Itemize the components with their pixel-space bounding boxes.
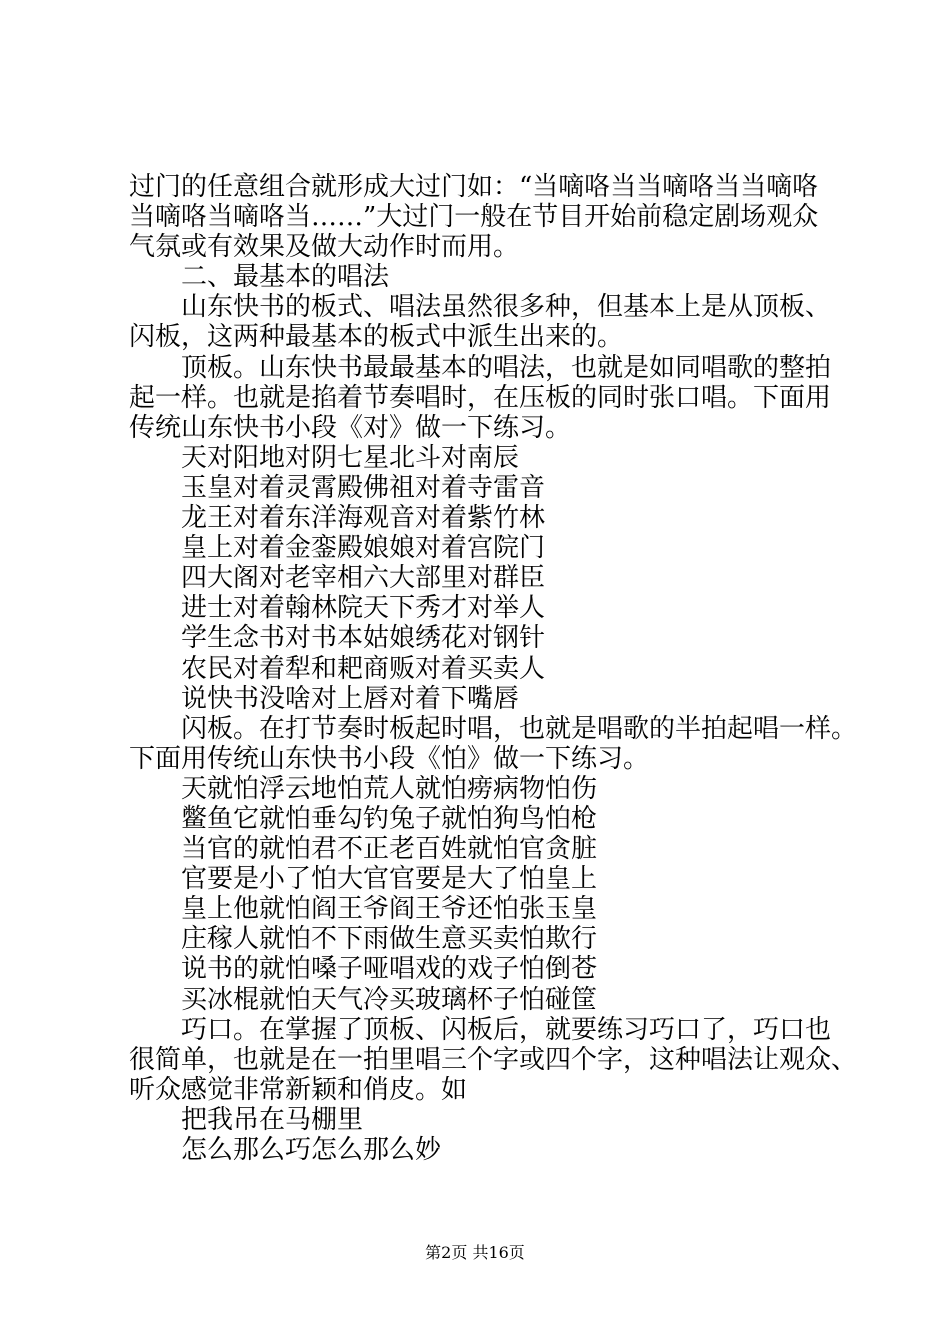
text-line: 传统山东快书小段《对》做一下练习。	[129, 412, 572, 443]
verse-line: 学生念书对书本姑娘绣花对钢针	[181, 623, 546, 654]
verse-line: 说快书没啥对上唇对着下嘴唇	[181, 683, 520, 714]
text-line: 闪板。在打节奏时板起时唱，也就是唱歌的半拍起唱一样。	[181, 713, 858, 744]
verse-line: 说书的就怕嗓子哑唱戏的戏子怕倒苍	[181, 954, 598, 985]
text-line: 很简单，也就是在一拍里唱三个字或四个字，这种唱法让观众、	[129, 1044, 858, 1075]
section-heading: 二、最基本的唱法	[181, 262, 390, 293]
page-number-footer: 第2页 共16页	[425, 1243, 525, 1262]
text-line: 当嘀咯当嘀咯当……”大过门一般在节目开始前稳定剧场观众	[129, 202, 819, 233]
verse-line: 当官的就怕君不正老百姓就怕官贪脏	[181, 834, 598, 865]
text-line: 听众感觉非常新颖和俏皮。如	[129, 1074, 468, 1105]
verse-line: 天就怕浮云地怕荒人就怕痨病物怕伤	[181, 773, 598, 804]
document-body	[129, 172, 859, 1165]
verse-line: 鳖鱼它就怕垂勾钓兔子就怕狗鸟怕枪	[181, 803, 598, 834]
text-line: 过门的任意组合就形成大过门如：“当嘀咯当当嘀咯当当嘀咯	[129, 172, 819, 202]
verse-line: 庄稼人就怕不下雨做生意买卖怕欺行	[181, 924, 598, 955]
verse-line: 进士对着翰林院天下秀才对举人	[181, 593, 546, 624]
text-line: 顶板。山东快书最最基本的唱法，也就是如同唱歌的整拍	[181, 352, 832, 383]
verse-line: 买冰棍就怕天气冷买玻璃杯子怕碰筐	[181, 984, 598, 1015]
verse-line: 皇上他就怕阎王爷阎王爷还怕张玉皇	[181, 894, 598, 925]
verse-line: 农民对着犁和耙商贩对着买卖人	[181, 653, 546, 684]
verse-line: 怎么那么巧怎么那么妙	[181, 1135, 442, 1165]
text-line: 下面用传统山东快书小段《怕》做一下练习。	[129, 743, 650, 774]
text-line: 巧口。在掌握了顶板、闪板后，就要练习巧口了，巧口也	[181, 1014, 832, 1045]
text-line: 山东快书的板式、唱法虽然很多种，但基本上是从顶板、	[181, 292, 832, 323]
text-line: 起一样。也就是掐着节奏唱时，在压板的同时张口唱。下面用	[129, 382, 832, 413]
verse-line: 皇上对着金銮殿娘娘对着宫院门	[181, 533, 546, 564]
verse-line: 把我吊在马棚里	[181, 1104, 364, 1135]
verse-line: 官要是小了怕大官官要是大了怕皇上	[181, 864, 598, 895]
verse-line: 四大阁对老宰相六大部里对群臣	[181, 563, 546, 594]
verse-line: 龙王对着东洋海观音对着紫竹林	[181, 503, 546, 534]
text-line: 气氛或有效果及做大动作时而用。	[129, 232, 520, 263]
verse-line: 天对阳地对阴七星北斗对南辰	[181, 442, 520, 473]
verse-line: 玉皇对着灵霄殿佛祖对着寺雷音	[181, 472, 546, 503]
text-line: 闪板，这两种最基本的板式中派生出来的。	[129, 322, 624, 353]
